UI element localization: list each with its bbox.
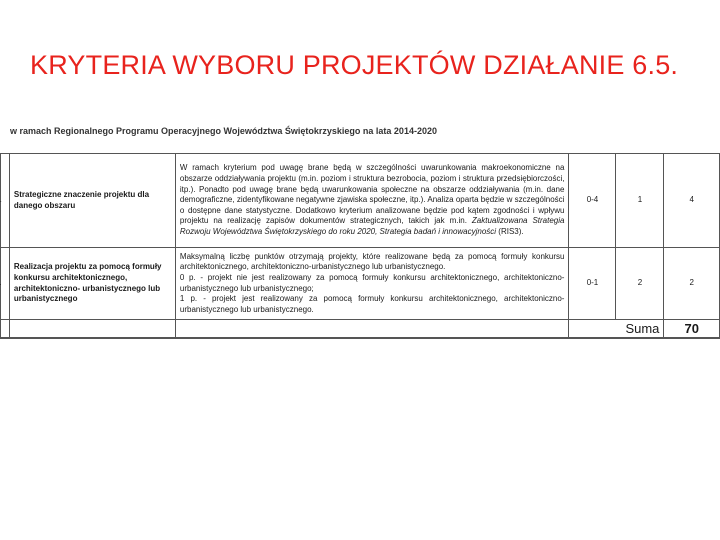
description-line: 1 p. - projekt jest realizowany za pomocą formuły konkursu architektonicznego, architektoniczno-urbanistycznego lub urbanistycznego.	[179, 294, 565, 314]
criterion-description	[175, 154, 569, 248]
criterion-name: Strategiczne znaczenie projektu dla danego obszaru	[9, 154, 175, 248]
table-row	[1, 248, 720, 320]
max-points: 2	[664, 248, 720, 320]
description-line: 0 p. - projekt nie jest realizowany za pomocą formuły konkursu architektonicznego, architektoniczno-urbanistycznego lub urbanistycznego;	[179, 272, 565, 293]
sum-value: 70	[664, 320, 720, 339]
slide-title: KRYTERIA WYBORU PROJEKTÓW DZIAŁANIE 6.5.	[30, 50, 679, 80]
criterion-number	[1, 248, 10, 320]
table-row	[1, 154, 720, 248]
criterion-number	[1, 154, 10, 248]
points-range: 0-4	[569, 154, 616, 248]
table-bottom-rule	[0, 337, 720, 338]
sum-row	[1, 320, 720, 339]
criterion-name: Realizacja projektu za pomocą formuły konkursu architektonicznego, architektoniczno- urbanistycznego lub urbanistycznego	[9, 248, 175, 320]
criteria-table	[0, 153, 720, 339]
sum-label: Suma	[569, 320, 664, 339]
max-points: 4	[664, 154, 720, 248]
weight-value: 1	[616, 154, 664, 248]
criterion-description	[175, 248, 569, 320]
points-range: 0-1	[569, 248, 616, 320]
weight-value: 2	[616, 248, 664, 320]
cut-off-caption: w ramach Regionalnego Programu Operacyjnego Województwa Świętokrzyskiego na lata 2014-2020	[10, 126, 437, 136]
description-text: Maksymalną liczbę punktów otrzymają projekty, które realizowane będą za pomocą formuły konkursu architektonicznego, architektoniczno-urbanistycznego lub urbanistycznego.	[179, 251, 565, 272]
description-text: W ramach kryterium pod uwagę brane będą w szczególności uwarunkowania makroekonomiczne na obszarze oddziaływania projektu (m.in. poziom i struktura bezrobocia, poziom i struktura przedsiębiorczości, itp.). Ponadto pod uwagę brane będą uwarunkowania społeczne na obszarze oddziaływania (m.in. dane demograficzne, zidentyfikowane negatywne zjawiska społeczne, itp.). Analiza oparta będzie w szczególności o dostępne dane statystyczne. Dodatkowo kryterium analizowane będzie pod kątem zgodności i wpływu projektu na realizację zapisów dokumentów strategicznych, takich jak m.in. Zaktualizowana Strategia Rozwoju Województwa Świętokrzyskiego do roku 2020, Strategia badań i innowacyjności (RIS3).	[179, 163, 565, 236]
